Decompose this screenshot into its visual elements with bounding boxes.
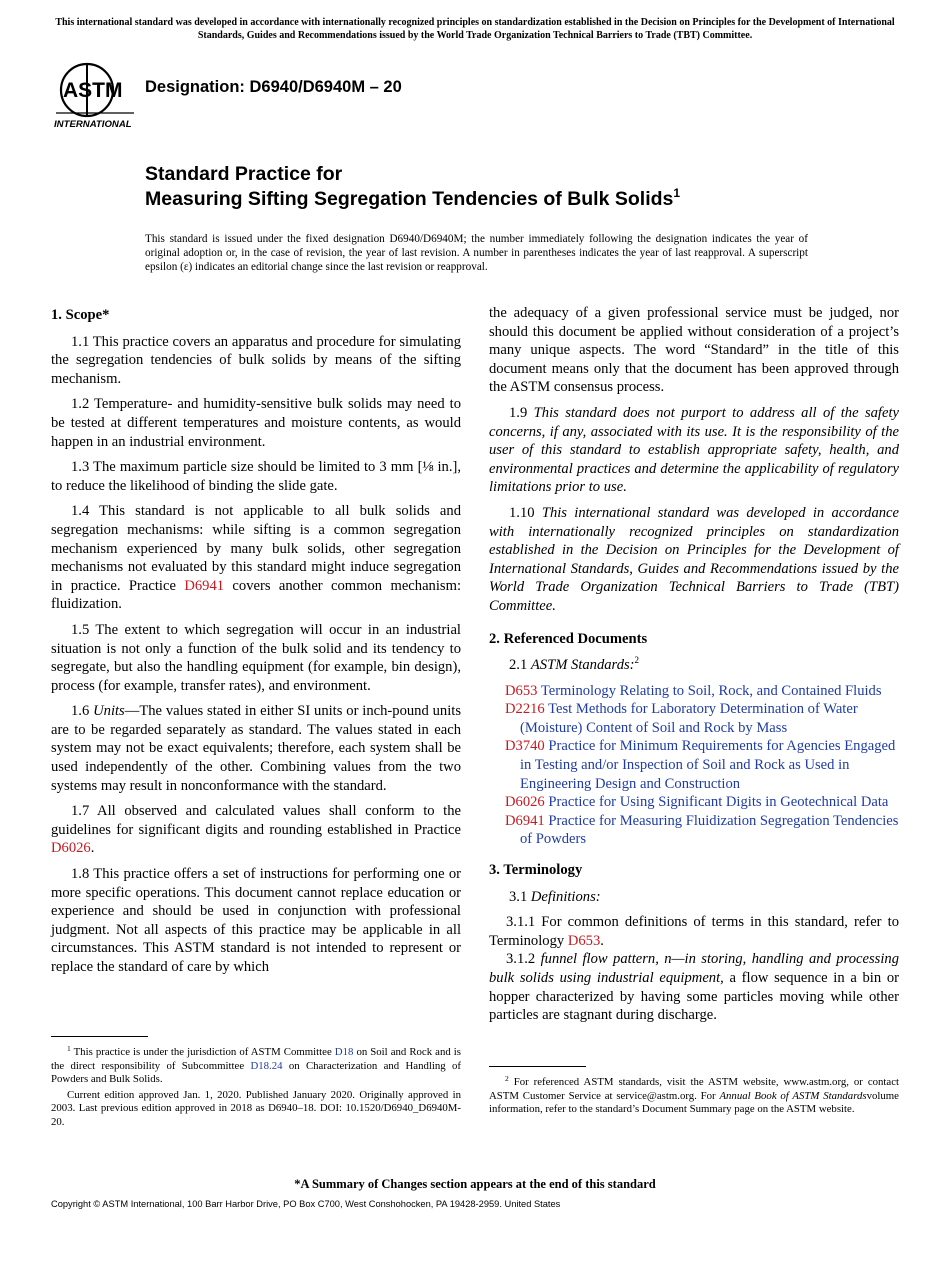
para-1-6: 1.6 Units—The values stated in either SI units or inch-pound units are to be regarded separately as standard. The values stated in each system may not be exact equivalents; therefore, each system shall be used independently of the other. Combining values from the two systems may result in nonconformance with the standard. (51, 703, 461, 794)
footnote-2: $^2$ For referenced ASTM standards, visit the ASTM website, www.astm.org, or contact ASTM Customer Service at service@astm.org. For Annual Book of ASTM Standardsvolume information, refer to the standard’s Document Summary page on the ASTM website. (489, 1074, 899, 1116)
issued-note: This standard is issued under the fixed designation D6940/D6940M; the number immediately following the designation indicates the year of original adoption or, in the case of revision, the year of last revision. A number in parentheses indicates the year of last reapproval. A superscript epsilon (ε) indicates an editorial change since the last revision or reapproval. (145, 233, 808, 274)
document-title (145, 162, 905, 212)
para-3-1: 3.1 Definitions: (509, 888, 601, 905)
para-1-4: 1.4 This standard is not applicable to all bulk solids and segregation mechanisms: while sifting is a common segregation mechanism experienced by many bulk solids, other segregation mechanisms not evaluated by this standard might induce segregation in practice. Practice D6941 covers another common mechanism: fluidization. (51, 503, 461, 613)
astm-logo-mark (54, 58, 134, 132)
section-terminology-heading: 3. Terminology (489, 862, 583, 879)
ref-item[interactable]: D653 Terminology Relating to Soil, Rock, and Contained Fluids (505, 682, 882, 699)
para-3-1-1: 3.1.1 For common definitions of terms in this standard, refer to Terminology D653. (489, 914, 899, 949)
logo-subtitle: INTERNATIONAL (54, 119, 132, 130)
astm-logo (54, 58, 134, 132)
summary-note: *A Summary of Changes section appears at the end of this standard (294, 1177, 656, 1191)
para-2-1: 2.1 ASTM Standards:$^2$ (509, 655, 640, 674)
logo-letters: ASTM (63, 79, 123, 102)
referenced-list (489, 682, 899, 849)
designation: Designation: D6940/D6940M – 20 (145, 78, 402, 96)
copyright: Copyright © ASTM International, 100 Barr Harbor Drive, PO Box C700, West Conshohocken, PA 19428-2959. United States (51, 1199, 561, 1209)
footnote-rule-left (51, 1036, 148, 1037)
right-column (489, 304, 899, 1025)
ref-item[interactable]: D6026 Practice for Using Significant Digits in Geotechnical Data (505, 794, 889, 811)
footnote-1-jurisdiction: $^1$ This practice is under the jurisdiction of ASTM Committee D18 on Soil and Rock and is the direct responsibility of Subcommittee D18.24 on Characterization and Handling of Powders and Bulk Solids. (51, 1044, 461, 1086)
para-1-9: 1.9 This standard does not purport to address all of the safety concerns, if any, associated with its use. It is the responsibility of the user of this standard to establish appropriate safety, health, and environmental practices and determine the applicability of regulatory limitations prior to use. (489, 404, 899, 496)
section-scope-heading: 1. Scope* (51, 307, 110, 323)
para-1-3: 1.3 The maximum particle size should be limited to 3 mm [⅛ in.], to reduce the likelihood of binding the slide gate. (51, 459, 461, 494)
top-notice: This international standard was developed in accordance with internationally recognized principles on standardization established in the Decision on Principles for the Development of International Standards, Guides and Recommendations issued by the World Trade Organization Technical Barriers to Trade (TBT) Committee. (55, 17, 895, 41)
footnote-1-edition: Current edition approved Jan. 1, 2020. Published January 2020. Originally approved in 2003. Last previous edition approved in 2018 as D6940–18. DOI: 10.1520/D6940_D6940M-20. (51, 1088, 461, 1128)
para-1-1: 1.1 This practice covers an apparatus and procedure for simulating the segregation tendencies of bulk solids by means of the sifting mechanism. (51, 333, 461, 387)
ref-item[interactable]: D3740 Practice for Minimum Requirements for Agencies Engaged in Testing and/or Inspection of Soil and Rock as Used in Engineering Design and Construction (505, 738, 896, 792)
para-1-2: 1.2 Temperature- and humidity-sensitive bulk solids may need to be tested at different temperatures and moisture contents, as would happen in an industrial environment. (51, 396, 461, 450)
para-3-1-2: 3.1.2 funnel flow pattern, n—in storing, handling and processing bulk solids using industrial equipment, a flow sequence in a bin or hopper characterized by having some particles moving while other particles are stagnant during discharge. (489, 951, 900, 1024)
para-1-5: 1.5 The extent to which segregation will occur in an industrial situation is not only a function of the bulk solid and its tendency to segregate, but also the handling equipment (for example, bin design), process (for example, transfer rates), and environment. (51, 621, 461, 694)
para-1-10: 1.10 This international standard was developed in accordance with internationally recognized principles on standardization established in the Decision on Principles for the Development of International Standards, Guides and Recommendations issued by the World Trade Organization Technical Barriers to Trade (TBT) Committee. (489, 504, 899, 614)
ref-item[interactable]: D2216 Test Methods for Laboratory Determination of Water (Moisture) Content of Soil and Rock by Mass (505, 701, 858, 736)
left-column (51, 304, 461, 984)
footnote-1 (51, 1046, 461, 1132)
para-1-8-cont: the adequacy of a given professional service must be judged, nor should this document be applied without consideration of a project’s many unique aspects. The word “Standard” in the title of this document means only that the document has been approved through the ASTM consensus process. (489, 305, 899, 396)
para-1-8: 1.8 This practice offers a set of instructions for performing one or more specific operations. This document cannot replace education or experience and should be used in conjunction with professional judgment. Not all aspects of this practice may be applicable in all circumstances. This ASTM standard is not intended to represent or replace the standard of care by which (51, 866, 461, 975)
title-footnote-mark: 1 (673, 186, 681, 200)
link-d6026[interactable]: D6026 (51, 840, 91, 857)
para-1-7: 1.7 All observed and calculated values shall conform to the guidelines for significant digits and rounding established in Practice D6026. (51, 803, 461, 857)
link-d18[interactable]: D18 (334, 1046, 354, 1058)
title-line-2: Measuring Sifting Segregation Tendencies of Bulk Solids$^1$ (145, 186, 681, 210)
title-line-1: Standard Practice for (145, 163, 343, 185)
section-referenced-heading: 2. Referenced Documents (489, 630, 648, 647)
footnote-rule-right (489, 1066, 586, 1067)
link-d653[interactable]: D653 (567, 932, 601, 949)
ref-item[interactable]: D6941 Practice for Measuring Fluidization Segregation Tendencies of Powders (505, 812, 899, 848)
link-d6941[interactable]: D6941 (184, 577, 225, 594)
link-d18-24[interactable]: D18.24 (250, 1059, 283, 1072)
